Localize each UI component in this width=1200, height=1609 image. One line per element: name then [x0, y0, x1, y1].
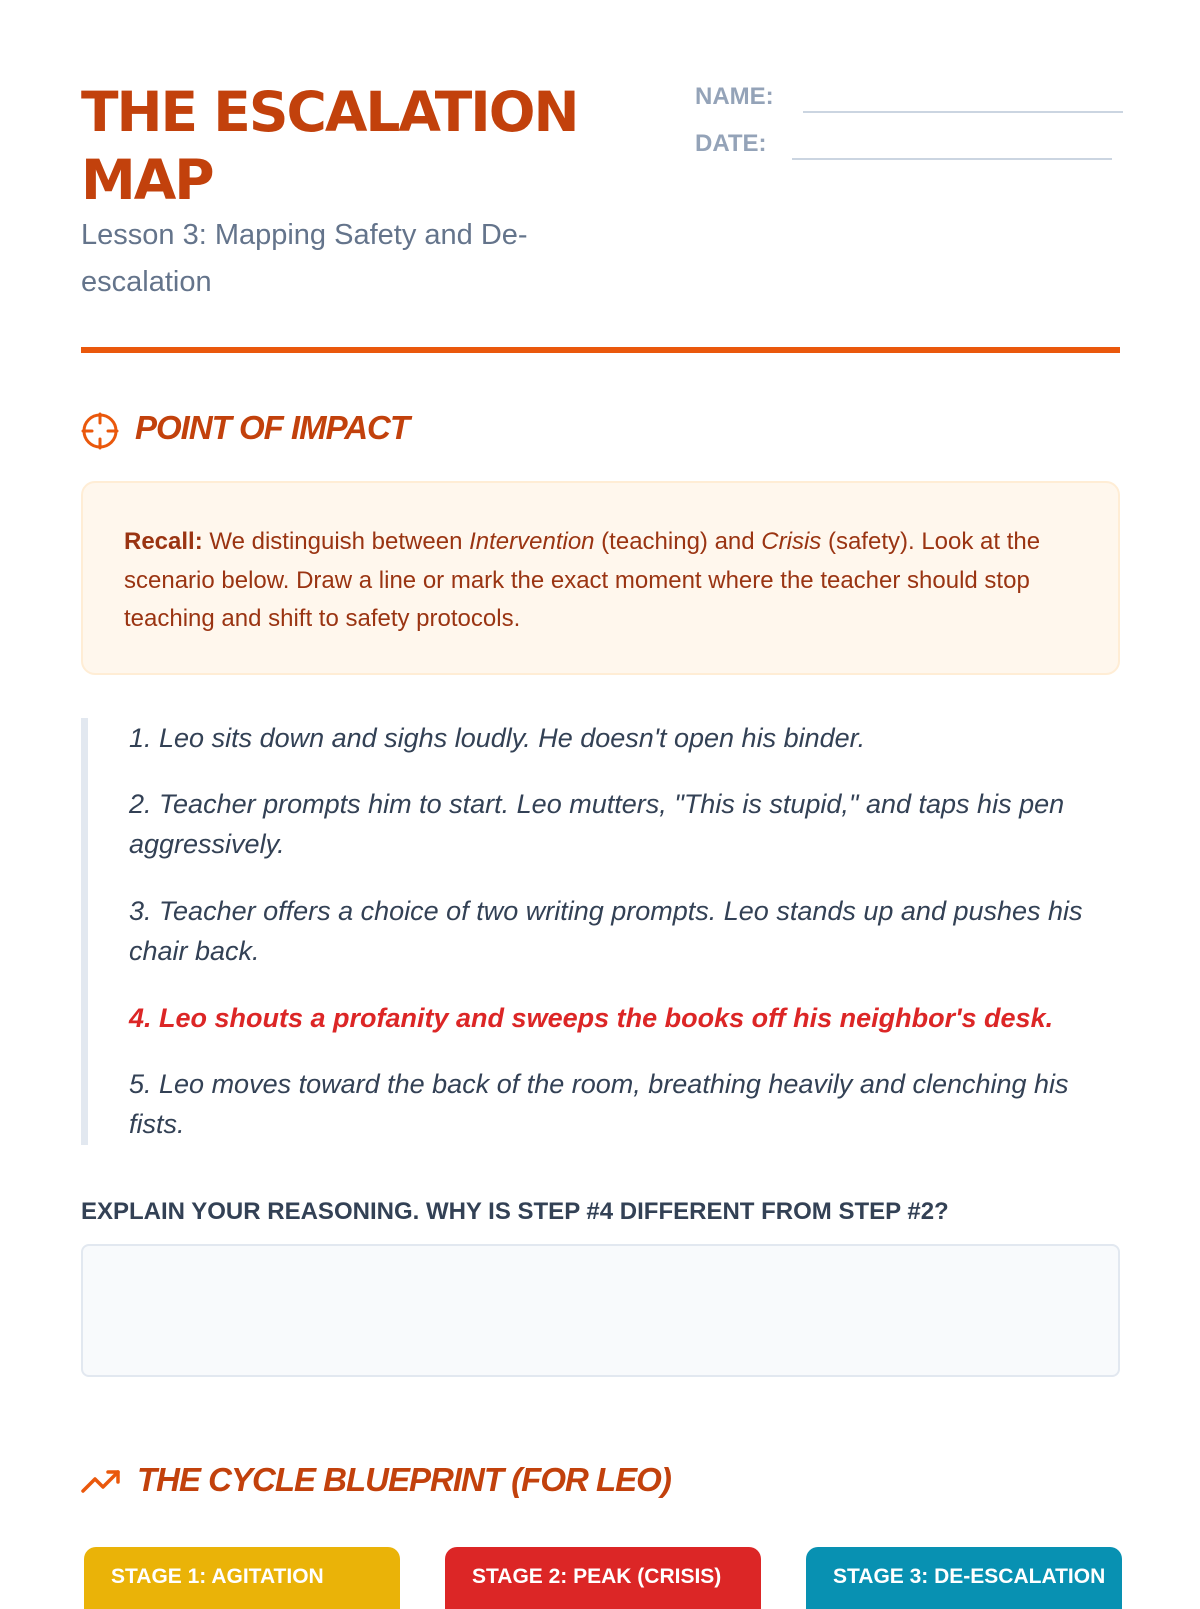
reasoning-answer-box[interactable]: [81, 1244, 1120, 1377]
scenario-step-1: 1. Leo sits down and sighs loudly. He doesn't open his binder.: [129, 723, 866, 753]
stage-tab-label: STAGE 3: DE-ESCALATION: [833, 1565, 1106, 1588]
date-label: DATE:: [695, 130, 767, 157]
page-title: THE ESCALATION MAP: [81, 80, 578, 212]
name-label: NAME:: [695, 83, 774, 110]
recall-text: (safety). Look at the scenario below. Draw a line or mark the exact moment where the teacher should stop teaching and shift to safety protocols.: [124, 528, 1041, 632]
header-divider: [81, 347, 1120, 353]
recall-term-intervention: Intervention: [469, 528, 595, 555]
recall-text: (teaching) and: [594, 528, 762, 555]
stage-tab-label: STAGE 1: AGITATION: [111, 1565, 324, 1588]
reasoning-question: EXPLAIN YOUR REASONING. WHY IS STEP #4 DIFFERENT FROM STEP #2?: [81, 1198, 949, 1225]
date-field[interactable]: [792, 158, 1112, 160]
section-title-cycle: THE CYCLE BLUEPRINT (FOR LEO): [137, 1461, 671, 1498]
stage-tab-label: STAGE 2: PEAK (CRISIS): [472, 1565, 722, 1588]
scenario-bar: [81, 718, 88, 1145]
scenario-step-5: 5. Leo moves toward the back of the room, breathing heavily and clenching his fists.: [129, 1069, 1069, 1139]
trending-up-icon: [81, 1467, 121, 1495]
crosshair-icon: [81, 412, 119, 450]
scenario-step-3: 3. Teacher offers a choice of two writing prompts. Leo stands up and pushes his chair back.: [129, 896, 1083, 966]
section-title-impact: POINT OF IMPACT: [135, 409, 410, 446]
page-subtitle: Lesson 3: Mapping Safety and De-escalation: [81, 219, 528, 298]
scenario-step-4: 4. Leo shouts a profanity and sweeps the books off his neighbor's desk.: [129, 1003, 1054, 1033]
recall-label: Recall:: [124, 528, 203, 555]
scenario-step-2: 2. Teacher prompts him to start. Leo mutters, "This is stupid," and taps his pen aggressively.: [129, 789, 1065, 859]
recall-callout: [81, 481, 1120, 675]
name-field[interactable]: [803, 111, 1123, 113]
recall-term-crisis: Crisis: [761, 528, 822, 555]
recall-text: We distinguish between: [202, 528, 470, 555]
